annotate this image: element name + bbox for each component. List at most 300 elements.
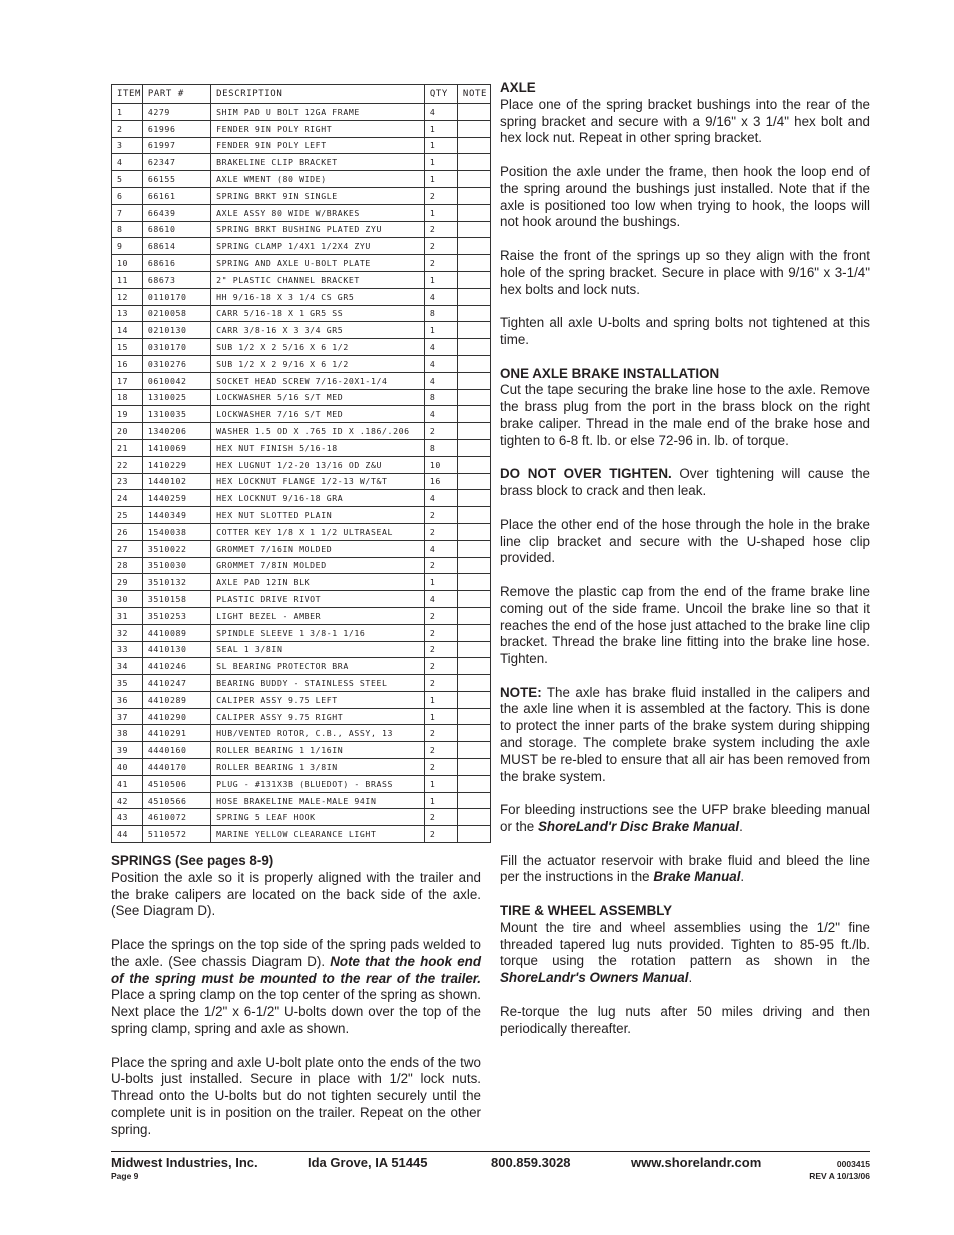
table-row	[112, 355, 491, 372]
cell-description: SUB 1/2 X 2 9/16 X 6 1/2	[211, 355, 425, 372]
cell-part: 0610042	[142, 372, 210, 389]
cell-part: 4410246	[142, 658, 210, 675]
right-column	[500, 80, 870, 1054]
cell-qty: 8	[424, 439, 457, 456]
springs-p2-emphasis: Note that the hook end of the spring must be mounted to the rear of the trailer.	[111, 953, 482, 986]
table-row	[112, 725, 491, 742]
cell-item: 8	[112, 221, 143, 238]
cell-item: 35	[112, 675, 143, 692]
cell-description: LOCKWASHER 5/16 S/T MED	[211, 389, 425, 406]
parts-table	[111, 84, 491, 843]
brake-p6-text: For bleeding instructions see the UFP brake bleeding manual or the	[500, 802, 870, 835]
cell-part: 0210130	[142, 322, 210, 339]
cell-item: 20	[112, 423, 143, 440]
brake-p7-text: Fill the actuator reservoir with brake fluid and bleed the line per the instructions in the	[500, 852, 870, 885]
cell-qty: 4	[424, 288, 457, 305]
cell-description: CALIPER ASSY 9.75 RIGHT	[211, 708, 425, 725]
cell-qty: 8	[424, 389, 457, 406]
table-row	[112, 137, 491, 154]
cell-note	[457, 187, 490, 204]
cell-qty: 2	[424, 742, 457, 759]
cell-item: 40	[112, 759, 143, 776]
cell-note	[457, 574, 490, 591]
cell-note	[457, 708, 490, 725]
table-row	[112, 826, 491, 843]
cell-note	[457, 523, 490, 540]
cell-item: 37	[112, 708, 143, 725]
table-row	[112, 641, 491, 658]
cell-qty: 2	[424, 826, 457, 843]
cell-description: 2" PLASTIC CHANNEL BRACKET	[211, 271, 425, 288]
cell-description: COTTER KEY 1/8 X 1 1/2 ULTRASEAL	[211, 523, 425, 540]
springs-p2-text: Place the springs on the top side of the spring pads welded to the axle. (See chassis Diagram D).	[111, 936, 481, 969]
cell-part: 1440102	[142, 473, 210, 490]
brake-paragraph-7	[500, 853, 870, 887]
cell-note	[457, 658, 490, 675]
cell-description: LIGHT BEZEL - AMBER	[211, 607, 425, 624]
owners-manual-ref: ShoreLandr's Owners Manual	[500, 970, 689, 986]
cell-qty: 2	[424, 658, 457, 675]
cell-note	[457, 439, 490, 456]
table-row	[112, 104, 491, 121]
tire-p1-text: Mount the tire and wheel assemblies using the 1/2" fine threaded tapered lug nuts provided. Tighten to 85-95 ft./lb. torque using the rotation pattern as shown in the	[500, 919, 870, 969]
cell-description: HEX NUT FINISH 5/16-18	[211, 439, 425, 456]
cell-note	[457, 675, 490, 692]
table-row	[112, 255, 491, 272]
cell-item: 36	[112, 691, 143, 708]
brake-warning: DO NOT OVER TIGHTEN.	[500, 466, 672, 482]
table-row	[112, 339, 491, 356]
header-qty: QTY	[424, 85, 457, 104]
table-row	[112, 792, 491, 809]
cell-description: HEX LOCKNUT FLANGE 1/2-13 W/T&T	[211, 473, 425, 490]
cell-qty: 10	[424, 456, 457, 473]
cell-note	[457, 809, 490, 826]
cell-description: SEAL 1 3/8IN	[211, 641, 425, 658]
cell-description: GROMMET 7/16IN MOLDED	[211, 540, 425, 557]
cell-description: HH 9/16-18 X 3 1/4 CS GR5	[211, 288, 425, 305]
tire-paragraph-2: Re-torque the lug nuts after 50 miles driving and then periodically thereafter.	[500, 1003, 870, 1036]
cell-description: SUB 1/2 X 2 5/16 X 6 1/2	[211, 339, 425, 356]
axle-paragraph-3: Raise the front of the springs up so they align with the front hole of the spring bracket. Secure in place with 9/16" x 3-1/4" hex bolts and lock nuts.	[500, 247, 870, 297]
cell-qty: 1	[424, 322, 457, 339]
cell-part: 4410089	[142, 624, 210, 641]
cell-qty: 2	[424, 725, 457, 742]
cell-note	[457, 641, 490, 658]
cell-description: FENDER 9IN POLY RIGHT	[211, 120, 425, 137]
brake-paragraph-6	[500, 802, 870, 836]
cell-note	[457, 255, 490, 272]
table-row	[112, 221, 491, 238]
table-row	[112, 389, 491, 406]
cell-qty: 2	[424, 507, 457, 524]
cell-note	[457, 288, 490, 305]
cell-part: 4410130	[142, 641, 210, 658]
cell-item: 34	[112, 658, 143, 675]
springs-paragraph-1: Position the axle so it is properly aligned with the trailer and the brake calipers are located on the back side of the axle. (See Diagram D).	[111, 869, 481, 919]
cell-item: 11	[112, 271, 143, 288]
cell-qty: 1	[424, 171, 457, 188]
cell-part: 4410289	[142, 691, 210, 708]
table-row	[112, 456, 491, 473]
cell-note	[457, 759, 490, 776]
cell-description: CARR 3/8-16 X 3 3/4 GR5	[211, 322, 425, 339]
axle-heading: AXLE	[500, 80, 536, 95]
parts-table-body	[112, 104, 491, 843]
cell-description: SPINDLE SLEEVE 1 3/8-1 1/16	[211, 624, 425, 641]
cell-item: 24	[112, 490, 143, 507]
cell-part: 0210058	[142, 305, 210, 322]
cell-item: 6	[112, 187, 143, 204]
cell-part: 1410069	[142, 439, 210, 456]
left-column	[111, 853, 481, 1155]
table-row	[112, 540, 491, 557]
springs-p2-text-end: Place a spring clamp on the top center of the spring as shown. Next place the 1/2" x 6-1/2" U-bolts down over the top of the spring clamp, spring and axle as shown.	[111, 987, 481, 1036]
cell-part: 61997	[142, 137, 210, 154]
cell-qty: 2	[424, 607, 457, 624]
footer-website[interactable]: www.shorelandr.com	[631, 1155, 762, 1170]
brake-p5-text: The axle has brake fluid installed in the calipers and the axle line when it is assembled at the factory. This is done to protect the inner parts of the brake system during shipping and storage. The complete brake system including the axle MUST be re-bled to ensure that all air has been removed from the brake system.	[500, 684, 870, 784]
cell-note	[457, 120, 490, 137]
cell-part: 3510030	[142, 557, 210, 574]
cell-part: 3510253	[142, 607, 210, 624]
cell-part: 4440160	[142, 742, 210, 759]
cell-note	[457, 104, 490, 121]
cell-part: 4410247	[142, 675, 210, 692]
cell-description: HEX NUT SLOTTED PLAIN	[211, 507, 425, 524]
cell-qty: 16	[424, 473, 457, 490]
brake-paragraph-2	[500, 466, 870, 500]
cell-part: 68610	[142, 221, 210, 238]
cell-description: HEX LOCKNUT 9/16-18 GRA	[211, 490, 425, 507]
footer-doc-number: 0003415	[836, 1159, 870, 1169]
cell-item: 39	[112, 742, 143, 759]
table-row	[112, 591, 491, 608]
table-row	[112, 708, 491, 725]
cell-qty: 2	[424, 641, 457, 658]
table-row	[112, 691, 491, 708]
table-row	[112, 423, 491, 440]
cell-note	[457, 624, 490, 641]
cell-note	[457, 507, 490, 524]
table-row	[112, 120, 491, 137]
cell-description: SPRING 5 LEAF HOOK	[211, 809, 425, 826]
cell-qty: 2	[424, 809, 457, 826]
cell-item: 18	[112, 389, 143, 406]
cell-note	[457, 742, 490, 759]
cell-part: 0310170	[142, 339, 210, 356]
footer-company: Midwest Industries, Inc.	[111, 1155, 258, 1170]
axle-paragraph-2: Position the axle under the frame, then hook the loop end of the spring around the bushings just installed. Note that if the axle is positioned too low when trying to hook, the loops will not hook around the bushings.	[500, 163, 870, 230]
cell-qty: 4	[424, 339, 457, 356]
cell-item: 19	[112, 406, 143, 423]
cell-note	[457, 456, 490, 473]
brake-note-label: NOTE:	[500, 684, 542, 700]
cell-part: 3510158	[142, 591, 210, 608]
footer-rule	[111, 1151, 870, 1152]
springs-paragraph-2	[111, 937, 481, 1038]
table-header-row	[112, 85, 491, 104]
tire-paragraph-1	[500, 920, 870, 987]
cell-item: 10	[112, 255, 143, 272]
cell-description: SPRING BRKT 9IN SINGLE	[211, 187, 425, 204]
cell-item: 4	[112, 154, 143, 171]
brake-paragraph-1: Cut the tape securing the brake line hose to the axle. Remove the brass plug from the port in the brass block on the right brake caliper. Thread in the male end of the brake hose and tighten to 6-8 ft. lb. or else 72-96 in. lb. of torque.	[500, 382, 870, 448]
cell-note	[457, 355, 490, 372]
table-row	[112, 204, 491, 221]
table-row	[112, 171, 491, 188]
cell-part: 68673	[142, 271, 210, 288]
brake-p2-text: Over tightening will cause the brass block to crack and then leak.	[500, 466, 870, 499]
cell-part: 4510506	[142, 775, 210, 792]
cell-item: 43	[112, 809, 143, 826]
brake-heading: ONE AXLE BRAKE INSTALLATION	[500, 365, 720, 381]
cell-description: SOCKET HEAD SCREW 7/16-20X1-1/4	[211, 372, 425, 389]
cell-qty: 8	[424, 305, 457, 322]
cell-note	[457, 137, 490, 154]
cell-item: 25	[112, 507, 143, 524]
cell-description: BRAKELINE CLIP BRACKET	[211, 154, 425, 171]
cell-qty: 4	[424, 355, 457, 372]
cell-qty: 1	[424, 574, 457, 591]
cell-description: MARINE YELLOW CLEARANCE LIGHT	[211, 826, 425, 843]
cell-part: 5110572	[142, 826, 210, 843]
cell-note	[457, 725, 490, 742]
springs-heading: SPRINGS (See pages 8-9)	[111, 853, 274, 868]
cell-item: 29	[112, 574, 143, 591]
cell-part: 66155	[142, 171, 210, 188]
cell-item: 33	[112, 641, 143, 658]
table-row	[112, 523, 491, 540]
cell-note	[457, 775, 490, 792]
cell-description: AXLE WMENT (80 WIDE)	[211, 171, 425, 188]
cell-qty: 2	[424, 675, 457, 692]
header-description: DESCRIPTION	[211, 85, 425, 104]
cell-part: 4440170	[142, 759, 210, 776]
cell-note	[457, 591, 490, 608]
table-row	[112, 574, 491, 591]
cell-note	[457, 473, 490, 490]
table-row	[112, 238, 491, 255]
cell-note	[457, 271, 490, 288]
cell-description: GROMMET 7/8IN MOLDED	[211, 557, 425, 574]
table-row	[112, 473, 491, 490]
cell-qty: 1	[424, 204, 457, 221]
cell-description: SHIM PAD U BOLT 12GA FRAME	[211, 104, 425, 121]
cell-qty: 1	[424, 120, 457, 137]
cell-note	[457, 154, 490, 171]
cell-qty: 1	[424, 708, 457, 725]
table-row	[112, 809, 491, 826]
cell-item: 7	[112, 204, 143, 221]
cell-part: 68616	[142, 255, 210, 272]
cell-description: AXLE ASSY 80 WIDE W/BRAKES	[211, 204, 425, 221]
cell-qty: 4	[424, 104, 457, 121]
cell-part: 1540038	[142, 523, 210, 540]
table-row	[112, 372, 491, 389]
cell-note	[457, 339, 490, 356]
cell-part: 1410229	[142, 456, 210, 473]
cell-part: 1310035	[142, 406, 210, 423]
cell-qty: 2	[424, 221, 457, 238]
cell-item: 16	[112, 355, 143, 372]
cell-item: 38	[112, 725, 143, 742]
table-row	[112, 154, 491, 171]
cell-item: 15	[112, 339, 143, 356]
footer-revision: REV A 10/13/06	[809, 1171, 870, 1181]
footer-phone: 800.859.3028	[491, 1155, 571, 1170]
table-row	[112, 675, 491, 692]
cell-description: CALIPER ASSY 9.75 LEFT	[211, 691, 425, 708]
cell-qty: 1	[424, 691, 457, 708]
cell-description: HOSE BRAKELINE MALE-MALE 94IN	[211, 792, 425, 809]
cell-note	[457, 372, 490, 389]
cell-item: 9	[112, 238, 143, 255]
cell-qty: 4	[424, 591, 457, 608]
cell-note	[457, 423, 490, 440]
cell-note	[457, 826, 490, 843]
table-row	[112, 507, 491, 524]
cell-item: 30	[112, 591, 143, 608]
cell-note	[457, 238, 490, 255]
cell-part: 4610072	[142, 809, 210, 826]
cell-description: ROLLER BEARING 1 3/8IN	[211, 759, 425, 776]
cell-qty: 4	[424, 490, 457, 507]
cell-description: HUB/VENTED ROTOR, C.B., ASSY, 13	[211, 725, 425, 742]
table-row	[112, 490, 491, 507]
cell-qty: 1	[424, 792, 457, 809]
table-row	[112, 271, 491, 288]
cell-part: 3510022	[142, 540, 210, 557]
cell-qty: 2	[424, 423, 457, 440]
cell-item: 13	[112, 305, 143, 322]
cell-item: 2	[112, 120, 143, 137]
table-row	[112, 759, 491, 776]
cell-description: AXLE PAD 12IN BLK	[211, 574, 425, 591]
cell-note	[457, 557, 490, 574]
cell-part: 62347	[142, 154, 210, 171]
header-part: PART #	[142, 85, 210, 104]
cell-description: HEX LUGNUT 1/2-20 13/16 OD Z&U	[211, 456, 425, 473]
cell-qty: 2	[424, 523, 457, 540]
brake-paragraph-4: Remove the plastic cap from the end of the frame brake line coming out of the side frame. Uncoil the brake line so that it reaches the end of the hose just attached to the brake line clip bracket. Thread the brake line fitting into the brake line hose. Tighten.	[500, 583, 870, 667]
cell-description: SPRING BRKT BUSHING PLATED ZYU	[211, 221, 425, 238]
cell-description: SL BEARING PROTECTOR BRA	[211, 658, 425, 675]
cell-description: PLUG - #131X3B (BLUEDOT) - BRASS	[211, 775, 425, 792]
cell-part: 1340206	[142, 423, 210, 440]
table-row	[112, 322, 491, 339]
cell-qty: 1	[424, 775, 457, 792]
cell-part: 1440259	[142, 490, 210, 507]
table-row	[112, 187, 491, 204]
axle-paragraph-4: Tighten all axle U-bolts and spring bolts not tightened at this time.	[500, 315, 870, 347]
cell-item: 28	[112, 557, 143, 574]
table-row	[112, 305, 491, 322]
cell-item: 14	[112, 322, 143, 339]
cell-item: 1	[112, 104, 143, 121]
cell-description: SPRING CLAMP 1/4X1 1/2X4 ZYU	[211, 238, 425, 255]
cell-item: 44	[112, 826, 143, 843]
cell-note	[457, 490, 490, 507]
cell-note	[457, 406, 490, 423]
cell-qty: 1	[424, 271, 457, 288]
cell-qty: 2	[424, 557, 457, 574]
cell-note	[457, 204, 490, 221]
page-footer	[111, 1155, 870, 1185]
cell-item: 31	[112, 607, 143, 624]
cell-item: 26	[112, 523, 143, 540]
cell-note	[457, 171, 490, 188]
cell-item: 32	[112, 624, 143, 641]
table-row	[112, 406, 491, 423]
cell-description: WASHER 1.5 OD X .765 ID X .186/.206	[211, 423, 425, 440]
cell-qty: 2	[424, 624, 457, 641]
cell-qty: 2	[424, 255, 457, 272]
table-row	[112, 658, 491, 675]
cell-item: 22	[112, 456, 143, 473]
cell-part: 4279	[142, 104, 210, 121]
cell-part: 4410290	[142, 708, 210, 725]
header-item: ITEM	[112, 85, 143, 104]
cell-item: 21	[112, 439, 143, 456]
cell-qty: 2	[424, 187, 457, 204]
cell-description: BEARING BUDDY - STAINLESS STEEL	[211, 675, 425, 692]
cell-item: 17	[112, 372, 143, 389]
tire-p1-end: .	[688, 970, 693, 986]
table-row	[112, 288, 491, 305]
cell-item: 27	[112, 540, 143, 557]
cell-description: PLASTIC DRIVE RIVOT	[211, 591, 425, 608]
cell-note	[457, 691, 490, 708]
cell-item: 41	[112, 775, 143, 792]
cell-qty: 2	[424, 238, 457, 255]
cell-part: 0110170	[142, 288, 210, 305]
cell-part: 66161	[142, 187, 210, 204]
cell-qty: 2	[424, 759, 457, 776]
cell-description: LOCKWASHER 7/16 S/T MED	[211, 406, 425, 423]
cell-note	[457, 305, 490, 322]
brake-paragraph-3: Place the other end of the hose through the hole in the brake line clip bracket and secure with the U-shaped hose clip provided.	[500, 516, 870, 566]
cell-note	[457, 221, 490, 238]
cell-qty: 4	[424, 540, 457, 557]
cell-description: ROLLER BEARING 1 1/16IN	[211, 742, 425, 759]
cell-note	[457, 389, 490, 406]
cell-part: 0310276	[142, 355, 210, 372]
cell-note	[457, 607, 490, 624]
cell-part: 4510566	[142, 792, 210, 809]
brake-p6-end: .	[739, 819, 743, 835]
cell-part: 61996	[142, 120, 210, 137]
cell-note	[457, 792, 490, 809]
springs-paragraph-3: Place the spring and axle U-bolt plate onto the ends of the two U-bolts just installed. Secure in place with 1/2" lock nuts. Thread onto the U-bolts but do not tighten securely until the complete unit is in position on the trailer. Repeat on the other spring.	[111, 1054, 481, 1137]
cell-part: 66439	[142, 204, 210, 221]
cell-item: 23	[112, 473, 143, 490]
cell-part: 1440349	[142, 507, 210, 524]
cell-part: 68614	[142, 238, 210, 255]
brake-p7-end: .	[740, 869, 745, 885]
cell-qty: 1	[424, 137, 457, 154]
footer-page-number: Page 9	[111, 1171, 139, 1181]
table-row	[112, 439, 491, 456]
cell-description: CARR 5/16-18 X 1 GR5 SS	[211, 305, 425, 322]
brake-manual-title: Brake Manual	[653, 869, 741, 885]
cell-qty: 4	[424, 406, 457, 423]
cell-item: 5	[112, 171, 143, 188]
tire-heading: TIRE & WHEEL ASSEMBLY	[500, 903, 673, 919]
header-note: NOTE	[457, 85, 490, 104]
axle-paragraph-1: Place one of the spring bracket bushings into the rear of the spring bracket and secure with a 9/16" x 3 1/4" hex bolt and hex lock nut. Repeat in other spring bracket.	[500, 96, 870, 146]
table-row	[112, 557, 491, 574]
